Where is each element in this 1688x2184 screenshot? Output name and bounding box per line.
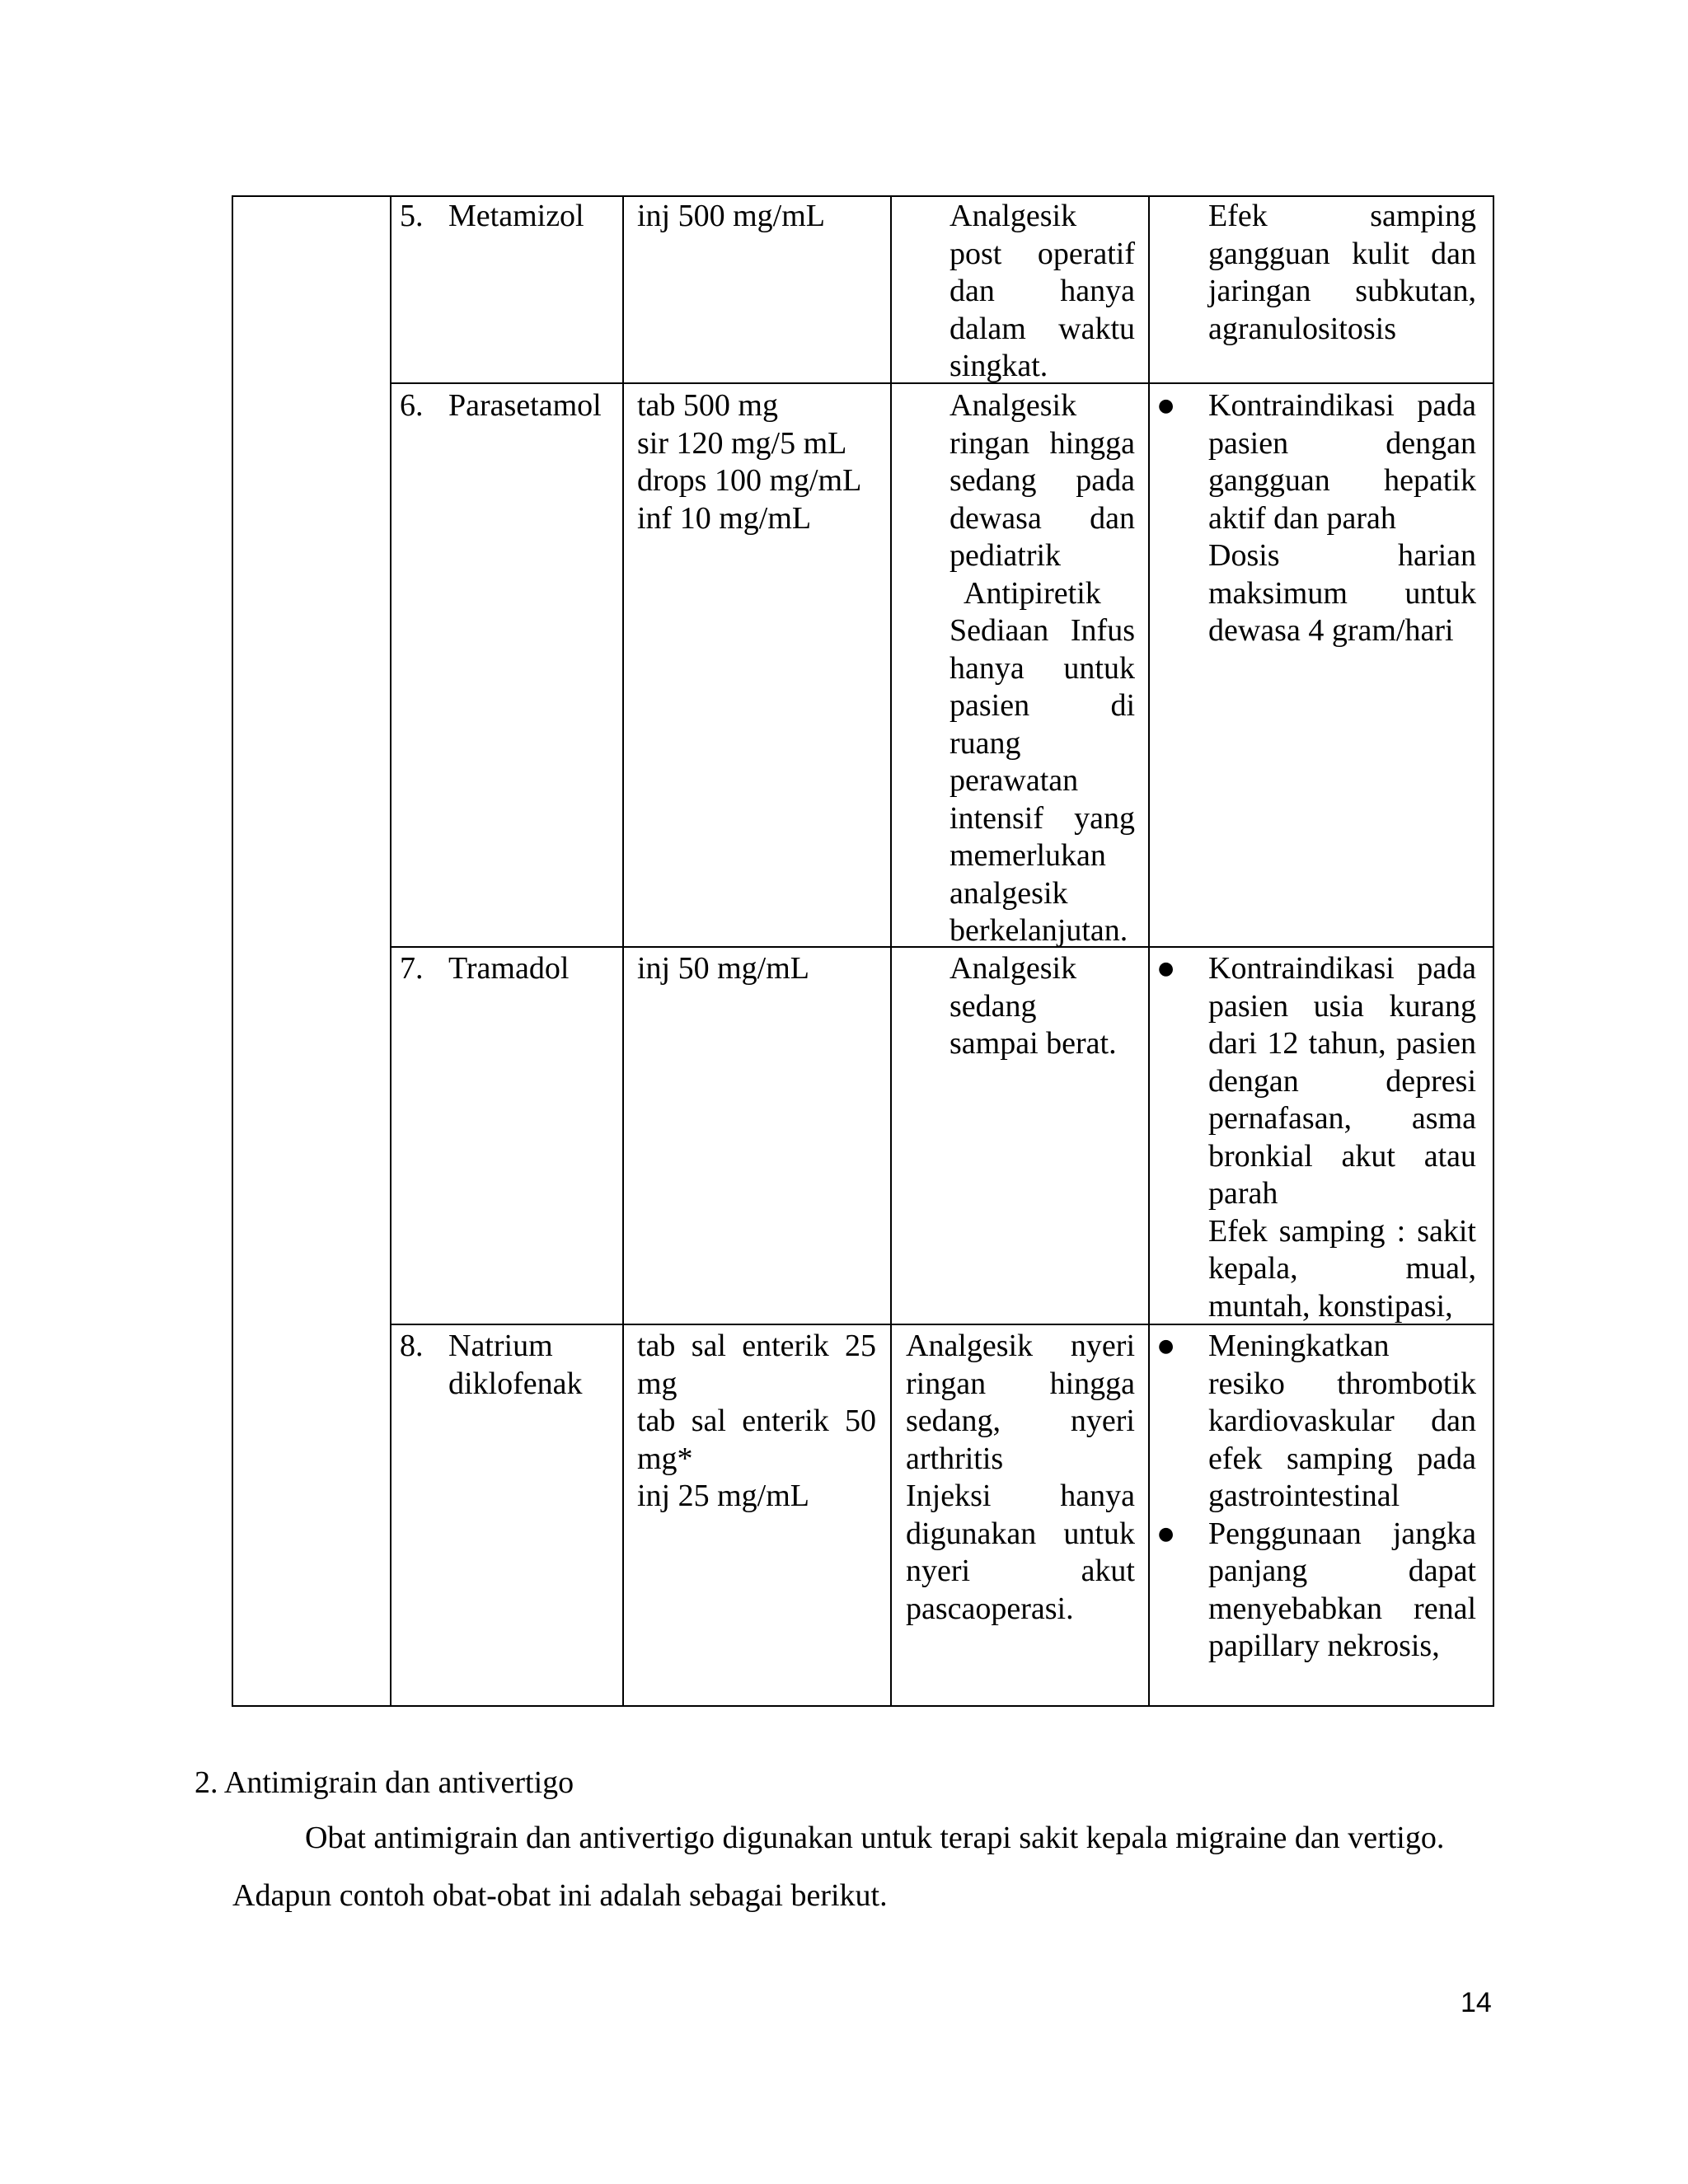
dosage-form: inj 500 mg/mL: [637, 199, 825, 233]
drug-name: Natrium diklofenak: [448, 1329, 583, 1401]
table-border-bottom: [232, 1705, 1494, 1707]
row-number: 5.: [400, 199, 424, 233]
indication: Analgesik post operatif dan hanya dalam waktu singkat.: [950, 199, 1135, 383]
column-divider: [622, 195, 624, 1707]
bullet-icon: ●: [1158, 396, 1175, 416]
indication: Analgesik nyeri ringan hingga sedang, nyeri arthritis Injeksi hanya digunakan untuk nyeri akut pascaoperasi.: [906, 1329, 1135, 1626]
indication: Analgesik ringan hingga sedang pada dewasa dan pediatrik Antipiretik Sediaan Infus hanya untuk pasien di ruang perawatan intensif yang memerlukan analgesik berkelanjutan.: [950, 388, 1135, 948]
notes: Kontraindikasi pada pasien usia kurang dari 12 tahun, pasien dengan depresi pernafasan, asma bronkial akut atau parah Efek samping : sakit kepala, mual, muntah, konstipasi,: [1208, 951, 1476, 1324]
page-number: 14: [1461, 1987, 1492, 2018]
bullet-icon: ●: [1158, 958, 1175, 979]
table-border-top: [232, 195, 1494, 197]
section-heading: 2. Antimigrain dan antivertigo: [195, 1765, 574, 1800]
dosage-form: tab sal enterik 25 mg tab sal enterik 50 mg* inj 25 mg/mL: [637, 1329, 876, 1513]
row-divider: [390, 382, 1494, 384]
table-border-left: [232, 195, 233, 1707]
column-divider: [1148, 195, 1150, 1707]
drug-name: Metamizol: [448, 199, 584, 233]
notes: Kontraindikasi pada pasien dengan gangguan hepatik aktif dan parah Dosis harian maksimum untuk dewasa 4 gram/hari: [1208, 388, 1476, 648]
notes: Efek samping gangguan kulit dan jaringan subkutan, agranulositosis: [1208, 199, 1476, 346]
row-number: 8.: [400, 1329, 424, 1363]
row-number: 7.: [400, 951, 424, 986]
notes: Meningkatkan resiko thrombotik kardiovaskular dan efek samping pada gastrointestinal Penggunaan jangka panjang dapat menyebabkan renal papillary nekrosis,: [1208, 1329, 1476, 1663]
drug-name: Parasetamol: [448, 388, 602, 423]
column-divider: [390, 195, 392, 1707]
bullet-icon: ●: [1158, 1524, 1175, 1544]
column-divider: [890, 195, 892, 1707]
bullet-icon: ●: [1158, 1336, 1175, 1357]
indication: Analgesik sedang sampai berat.: [950, 951, 1117, 1061]
row-divider: [390, 946, 1494, 948]
dosage-form: tab 500 mg sir 120 mg/5 mL drops 100 mg/mL inf 10 mg/mL: [637, 388, 862, 536]
row-number: 6.: [400, 388, 424, 423]
dosage-form: inj 50 mg/mL: [637, 951, 809, 986]
drug-name: Tramadol: [448, 951, 570, 986]
paragraph-line: Adapun contoh obat-obat ini adalah sebagai berikut.: [232, 1878, 888, 1913]
table-border-right: [1493, 195, 1494, 1707]
paragraph-line: Obat antimigrain dan antivertigo digunakan untuk terapi sakit kepala migraine dan vertigo.: [305, 1821, 1445, 1855]
